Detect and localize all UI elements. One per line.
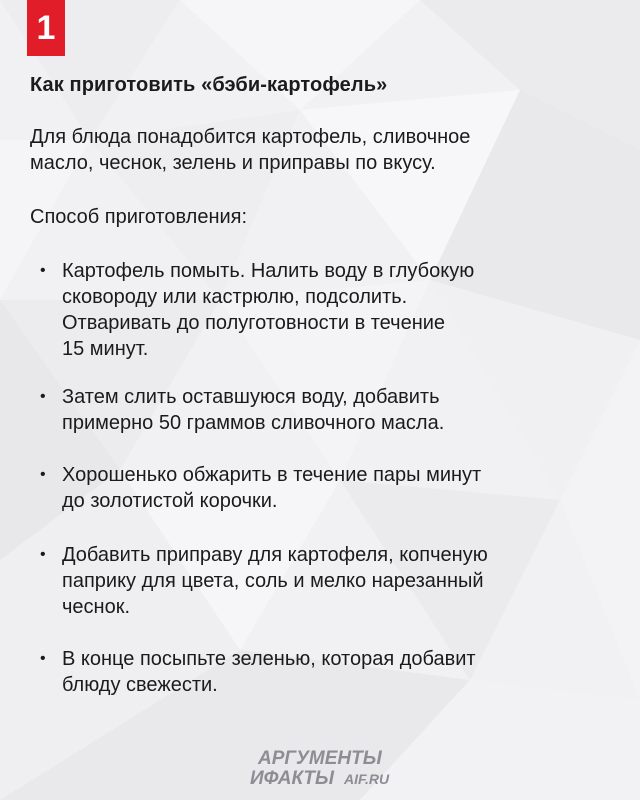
recipe-title: Как приготовить «бэби-картофель» [30,74,388,96]
step-text [62,462,600,514]
bullet-icon: • [40,466,46,483]
step-line: паприку для цвета, соль и мелко нарезанный [62,570,484,592]
step-item [40,646,600,698]
step-item [40,258,600,362]
bullet-icon: • [40,262,46,279]
step-item [40,542,600,620]
intro-line: Для блюда понадобится картофель, сливочное [30,126,471,148]
step-line: Добавить приправу для картофеля, копченую [62,544,488,566]
step-line: Картофель помыть. Налить воду в глубокую [62,260,475,282]
step-text [62,542,600,620]
step-text [62,258,600,362]
ingredients-intro [30,124,620,176]
intro-line: масло, чеснок, зелень и приправы по вкусу. [30,152,436,174]
step-line: Хорошенько обжарить в течение пары минут [62,464,482,486]
step-line: 15 минут. [62,338,149,360]
logo-site: AIF.RU [344,771,390,787]
step-number: 1 [36,9,56,47]
bullet-icon: • [40,388,46,405]
step-line: В конце посыпьте зеленью, которая добавит [62,648,476,670]
step-line: сковороду или кастрюлю, подсолить. [62,286,408,308]
bullet-icon: • [40,546,46,563]
step-line: чеснок. [62,596,131,618]
bullet-icon: • [40,650,46,667]
step-item [40,462,600,514]
step-line: Отваривать до полуготовности в течение [62,312,446,334]
method-heading: Способ приготовления: [30,206,248,228]
step-line: примерно 50 граммов сливочного масла. [62,412,445,434]
step-text [62,646,600,698]
step-text [62,384,600,436]
step-line: Затем слить оставшуюся воду, добавить [62,386,440,408]
step-line: блюду свежести. [62,674,218,696]
step-item [40,384,600,436]
aif-logo [248,744,418,792]
step-number-badge [27,0,65,56]
logo-line1: АРГУМЕНТЫ [258,748,382,769]
step-line: до золотистой корочки. [62,490,278,512]
logo-line2: ИФАКТЫ [250,768,335,789]
